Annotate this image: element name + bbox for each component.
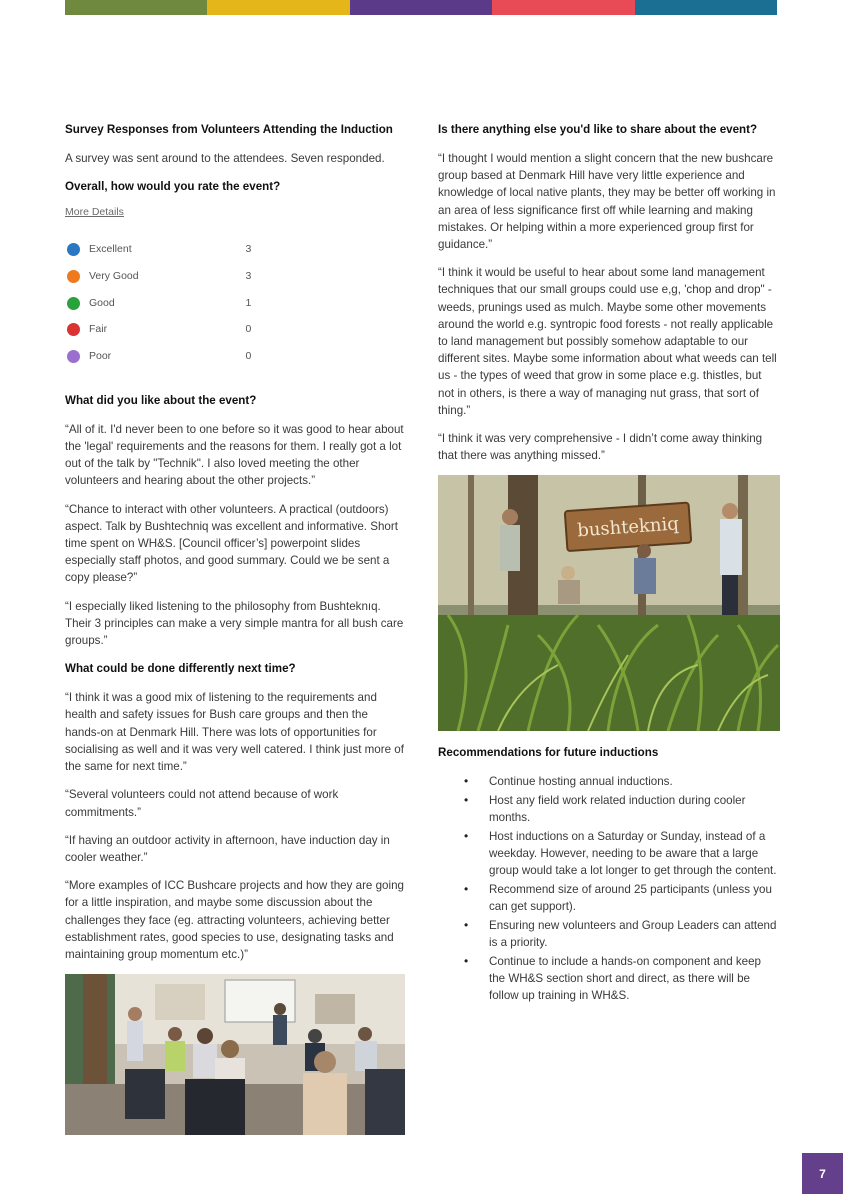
rating-label: Good: [89, 296, 115, 309]
rating-count: 3: [245, 243, 252, 256]
else-quote: “I thought I would mention a slight concern that the new bushcare group based at Denmark Hill have very little experience and knowledge of local native plants, they may be better off working in an area of less significance first off while learning and making mistakes. Or helping within a more experienced group first for guidance.”: [438, 152, 776, 252]
sign-text: bushtekniq: [576, 513, 680, 542]
rating-dot-icon: [67, 243, 80, 256]
diff-quote: “More examples of ICC Bushcare projects and how they are going for a little inspiration, and maybe some discussion about the challenges they face (eg. attracting volunteers, achieving better establishment rates, good species to use, designating tasks and maintaining group momentum etc.)”: [65, 879, 404, 961]
rating-row: [65, 316, 265, 343]
survey-heading: Survey Responses from Volunteers Attending the Induction: [65, 123, 393, 136]
rating-count: 1: [245, 296, 252, 309]
like-quote: “I especially liked listening to the philosophy from Bushteknıq. Their 3 principles can make a very simple mantra for all bush care groups.”: [65, 599, 404, 648]
more-details-link[interactable]: More Details: [65, 206, 124, 219]
color-band-segment: [207, 0, 349, 15]
else-quote: “I think it was very comprehensive - I didn’t come away thinking that there was anything missed.”: [438, 432, 763, 463]
rating-count: 0: [245, 349, 252, 362]
page-number: 7: [802, 1153, 843, 1194]
bushland-illustration: [438, 475, 780, 731]
rating-label: Fair: [89, 323, 108, 336]
rating-label: Very Good: [89, 269, 139, 282]
diff-quote: “Several volunteers could not attend because of work commitments.”: [65, 788, 339, 819]
induction-room-photo: [65, 974, 405, 1135]
rating-label: Poor: [89, 349, 112, 362]
color-band: [65, 0, 777, 15]
color-band-segment: [65, 0, 207, 15]
recommendation-item: • Ensuring new volunteers and Group Leaders can attend is a priority.: [438, 917, 780, 951]
recommendation-item: • Recommend size of around 25 participants (unless you can get support).: [438, 881, 780, 915]
recommendation-item: • Continue hosting annual inductions.: [438, 773, 780, 790]
rate-heading: Overall, how would you rate the event?: [65, 180, 281, 194]
else-quote: “I think it would be useful to hear about some land management techniques that our small groups could use e,g, 'chop and drop" - weeds, prunings used as mulch. Maybe some other movements around the world e.g. syntropic food forests - not really applicable to land management but possibly somehow adaptable to our different sites. Maybe some information about what weeds can tell us - the types of weed that grow in some place e.g. thistles, but not in others, is there a way of managing nut grass, that sort of thing.”: [438, 266, 777, 417]
rating-count: 0: [245, 323, 252, 336]
rating-dot-icon: [67, 323, 80, 336]
bushtekniq-field-photo: [438, 475, 780, 731]
like-quote: “Chance to interact with other volunteers. A practical (outdoors) aspect. Talk by Bushtechniq was excellent and informative. Short time spent on WH&S. [Council officer’s] powerpoint slides especially staff photos, and good summary. Could we be sent a copy please?”: [65, 502, 398, 585]
rating-dot-icon: [67, 350, 80, 363]
color-band-segment: [492, 0, 634, 15]
rating-dot-icon: [67, 270, 80, 283]
survey-intro: A survey was sent around to the attendees. Seven responded.: [65, 152, 385, 165]
like-heading: What did you like about the event?: [65, 393, 257, 407]
left-column: [65, 121, 405, 1135]
color-band-segment: [350, 0, 492, 15]
diff-heading: What could be done differently next time?: [65, 662, 296, 676]
right-column: [438, 121, 780, 1006]
rating-count: 3: [245, 269, 252, 282]
diff-quote: “If having an outdoor activity in afternoon, have induction day in cooler weather.”: [65, 833, 390, 864]
rating-legend: [65, 236, 265, 369]
like-quote: “All of it. I'd never been to one before so it was good to hear about the 'legal' requirements and the reasons for them. I really got a lot out of the talk by "Technik". I also loved meeting the other volunteers and hearing about the other projects.”: [65, 422, 404, 488]
rating-row: [65, 290, 265, 317]
color-band-segment: [635, 0, 777, 15]
rating-row: [65, 343, 265, 370]
rating-row: [65, 263, 265, 290]
rating-label: Excellent: [89, 243, 132, 256]
recommendations-list: [438, 773, 780, 1004]
induction-room-illustration: [65, 974, 405, 1135]
diff-quote: “I think it was a good mix of listening to the requirements and health and safety issues for Bush care groups and then the hands-on at Denmark Hill. There was lots of opportunities for socialising as well and it was very well catered. I think just more of the same for next time.”: [65, 691, 404, 774]
rating-dot-icon: [67, 297, 80, 310]
else-heading: Is there anything else you'd like to share about the event?: [438, 123, 758, 136]
recommendation-item: • Host inductions on a Saturday or Sunday, instead of a weekday. However, needing to be aware that a large group would take a lot longer to get through the content.: [438, 828, 780, 880]
recommendation-item: • Continue to include a hands-on component and keep the WH&S section short and direct, as there will be follow up training in WH&S.: [438, 953, 780, 1005]
rating-row: [65, 236, 265, 263]
recommendation-item: • Host any field work related induction during cooler months.: [438, 792, 780, 826]
rec-heading: Recommendations for future inductions: [438, 746, 659, 760]
